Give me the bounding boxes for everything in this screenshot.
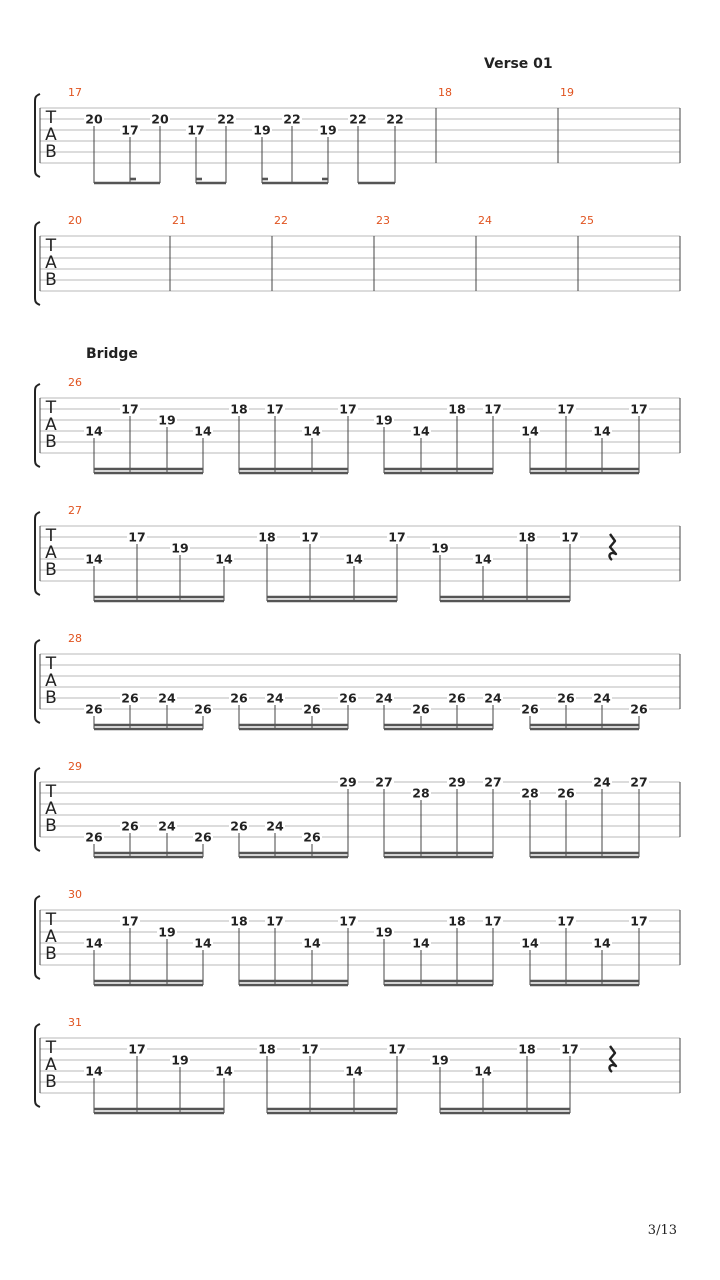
fret-number: 14 xyxy=(85,551,103,567)
tab-clef-t: T xyxy=(45,108,57,128)
fret-number: 27 xyxy=(375,774,393,790)
fret-number: 17 xyxy=(301,1041,319,1057)
fret-number: 19 xyxy=(319,122,337,138)
fret-number: 26 xyxy=(412,701,430,717)
tab-clef-a: A xyxy=(45,671,57,691)
tab-clef-t: T xyxy=(45,1038,57,1058)
systems-layer xyxy=(35,56,680,1113)
system-bracket xyxy=(35,768,40,851)
tab-clef-t: T xyxy=(45,782,57,802)
fret-number: 14 xyxy=(194,935,212,951)
tab-clef-t: T xyxy=(45,236,57,256)
fret-number: 17 xyxy=(484,401,502,417)
fret-number: 14 xyxy=(215,551,233,567)
page-number: 3/13 xyxy=(647,1223,677,1238)
system-bracket xyxy=(35,896,40,979)
fret-number: 14 xyxy=(474,1063,492,1079)
fret-number: 19 xyxy=(375,412,393,428)
fret-number: 14 xyxy=(215,1063,233,1079)
measure-number: 26 xyxy=(68,376,82,389)
fret-number: 28 xyxy=(521,785,539,801)
fret-number: 18 xyxy=(258,1041,276,1057)
fret-number: 19 xyxy=(171,540,189,556)
fret-number: 17 xyxy=(557,401,575,417)
fret-number: 14 xyxy=(85,1063,103,1079)
measure-number: 27 xyxy=(68,504,82,517)
fret-number: 17 xyxy=(266,913,284,929)
fret-number: 18 xyxy=(448,913,466,929)
system-bracket xyxy=(35,94,40,177)
fret-number: 17 xyxy=(128,1041,146,1057)
measure-number: 29 xyxy=(68,760,82,773)
tab-system xyxy=(35,214,680,305)
measure-number: 30 xyxy=(68,888,82,901)
fret-number: 29 xyxy=(448,774,466,790)
measure-number: 24 xyxy=(478,214,492,227)
fret-number: 17 xyxy=(561,529,579,545)
fret-number: 14 xyxy=(593,423,611,439)
tab-clef-a: A xyxy=(45,799,57,819)
fret-number: 17 xyxy=(557,913,575,929)
fret-number: 17 xyxy=(630,913,648,929)
fret-number: 22 xyxy=(386,111,404,127)
fret-number: 17 xyxy=(339,401,357,417)
measure-number: 19 xyxy=(560,86,574,99)
fret-number: 27 xyxy=(484,774,502,790)
fret-number: 18 xyxy=(258,529,276,545)
fret-number: 26 xyxy=(194,701,212,717)
system-bracket xyxy=(35,512,40,595)
fret-number: 24 xyxy=(593,690,611,706)
tab-clef-b: B xyxy=(45,142,57,162)
fret-number: 19 xyxy=(253,122,271,138)
fret-number: 14 xyxy=(85,423,103,439)
fret-number: 27 xyxy=(630,774,648,790)
tab-system xyxy=(35,56,680,183)
fret-number: 29 xyxy=(339,774,357,790)
tab-clef-a: A xyxy=(45,543,57,563)
tab-clef-b: B xyxy=(45,432,57,452)
system-bracket xyxy=(35,1024,40,1107)
fret-number: 26 xyxy=(339,690,357,706)
fret-number: 22 xyxy=(283,111,301,127)
fret-number: 24 xyxy=(266,690,284,706)
fret-number: 17 xyxy=(121,913,139,929)
fret-number: 19 xyxy=(171,1052,189,1068)
tab-clef-a: A xyxy=(45,927,57,947)
measure-number: 31 xyxy=(68,1016,82,1029)
section-label: Verse 01 xyxy=(484,56,553,72)
fret-number: 26 xyxy=(85,829,103,845)
fret-number: 22 xyxy=(217,111,235,127)
fret-number: 26 xyxy=(303,829,321,845)
fret-number: 24 xyxy=(158,690,176,706)
tab-system xyxy=(35,346,680,473)
tab-clef-t: T xyxy=(45,910,57,930)
fret-number: 14 xyxy=(412,423,430,439)
fret-number: 24 xyxy=(484,690,502,706)
fret-number: 24 xyxy=(375,690,393,706)
system-bracket xyxy=(35,384,40,467)
measure-number: 17 xyxy=(68,86,82,99)
fret-number: 14 xyxy=(345,1063,363,1079)
fret-number: 17 xyxy=(561,1041,579,1057)
quarter-rest xyxy=(609,1046,616,1072)
tab-clef-b: B xyxy=(45,270,57,290)
fret-number: 14 xyxy=(474,551,492,567)
tab-system xyxy=(35,1016,680,1113)
fret-number: 19 xyxy=(158,412,176,428)
fret-number: 26 xyxy=(85,701,103,717)
tab-clef-b: B xyxy=(45,560,57,580)
tab-system xyxy=(35,888,680,985)
tab-clef-a: A xyxy=(45,415,57,435)
fret-number: 17 xyxy=(630,401,648,417)
fret-number: 26 xyxy=(557,785,575,801)
measure-number: 18 xyxy=(438,86,452,99)
fret-number: 18 xyxy=(518,529,536,545)
fret-number: 14 xyxy=(85,935,103,951)
fret-number: 14 xyxy=(303,423,321,439)
quarter-rest xyxy=(609,534,616,560)
system-bracket xyxy=(35,222,40,305)
tab-clef-a: A xyxy=(45,125,57,145)
tab-clef-b: B xyxy=(45,1072,57,1092)
fret-number: 17 xyxy=(128,529,146,545)
fret-number: 24 xyxy=(593,774,611,790)
fret-number: 26 xyxy=(230,690,248,706)
tab-system xyxy=(35,504,680,601)
fret-number: 17 xyxy=(121,401,139,417)
fret-number: 22 xyxy=(349,111,367,127)
section-label: Bridge xyxy=(86,346,138,362)
tab-clef-t: T xyxy=(45,398,57,418)
tab-clef-t: T xyxy=(45,526,57,546)
fret-number: 26 xyxy=(448,690,466,706)
fret-number: 17 xyxy=(484,913,502,929)
fret-number: 17 xyxy=(301,529,319,545)
fret-number: 17 xyxy=(187,122,205,138)
fret-number: 26 xyxy=(557,690,575,706)
fret-number: 19 xyxy=(431,1052,449,1068)
fret-number: 24 xyxy=(266,818,284,834)
tab-clef-t: T xyxy=(45,654,57,674)
measure-number: 20 xyxy=(68,214,82,227)
measure-number: 22 xyxy=(274,214,288,227)
fret-number: 26 xyxy=(521,701,539,717)
system-bracket xyxy=(35,640,40,723)
tab-system xyxy=(35,760,680,857)
fret-number: 18 xyxy=(230,401,248,417)
fret-number: 18 xyxy=(230,913,248,929)
tab-system xyxy=(35,632,680,729)
measure-number: 28 xyxy=(68,632,82,645)
fret-number: 28 xyxy=(412,785,430,801)
measure-number: 23 xyxy=(376,214,390,227)
fret-number: 14 xyxy=(593,935,611,951)
fret-number: 17 xyxy=(388,1041,406,1057)
tab-clef-b: B xyxy=(45,944,57,964)
fret-number: 18 xyxy=(448,401,466,417)
fret-number: 20 xyxy=(85,111,103,127)
fret-number: 17 xyxy=(266,401,284,417)
fret-number: 14 xyxy=(521,935,539,951)
fret-number: 26 xyxy=(230,818,248,834)
fret-number: 14 xyxy=(521,423,539,439)
tab-clef-b: B xyxy=(45,688,57,708)
fret-number: 17 xyxy=(121,122,139,138)
fret-number: 26 xyxy=(121,690,139,706)
fret-number: 14 xyxy=(412,935,430,951)
fret-number: 19 xyxy=(158,924,176,940)
fret-number: 14 xyxy=(194,423,212,439)
fret-number: 26 xyxy=(194,829,212,845)
fret-number: 17 xyxy=(388,529,406,545)
tab-clef-b: B xyxy=(45,816,57,836)
fret-number: 20 xyxy=(151,111,169,127)
measure-number: 21 xyxy=(172,214,186,227)
fret-number: 14 xyxy=(345,551,363,567)
fret-number: 26 xyxy=(303,701,321,717)
fret-number: 24 xyxy=(158,818,176,834)
fret-number: 14 xyxy=(303,935,321,951)
fret-number: 19 xyxy=(431,540,449,556)
fret-number: 18 xyxy=(518,1041,536,1057)
measure-number: 25 xyxy=(580,214,594,227)
tab-clef-a: A xyxy=(45,253,57,273)
tab-clef-a: A xyxy=(45,1055,57,1075)
fret-number: 19 xyxy=(375,924,393,940)
fret-number: 26 xyxy=(121,818,139,834)
fret-number: 26 xyxy=(630,701,648,717)
fret-number: 17 xyxy=(339,913,357,929)
